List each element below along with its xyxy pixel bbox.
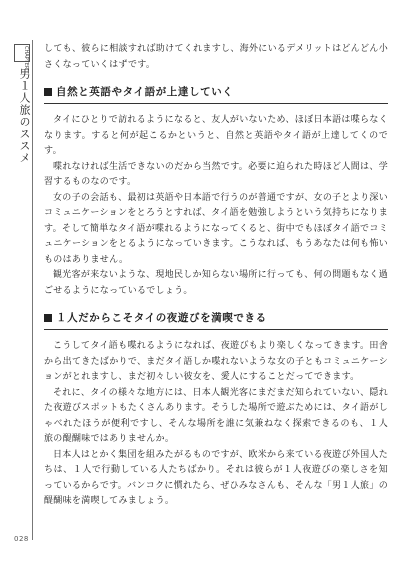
section-heading-language: [44, 82, 388, 104]
sidebar-divider: [32, 40, 33, 540]
body-paragraph: 女の子の会話も、最初は英語や日本語で行うのが普通ですが、女の子とより深いコミュニケーションをとろうとすれば、タイ語を勉強しようという気持ちになります。そして簡単なタイ語が喋れるようになってくると、街中でもほぼタイ語でコミュニケーションをとるようになっていきます。こうなれば、もうあなたは何も怖いものはありません。: [44, 192, 388, 265]
heading-square-icon: [44, 88, 52, 96]
body-paragraph: それに、タイの様々な地方には、日本人観光客にまだまだ知られていない、隠れた夜遊びスポットもたくさんあります。そうした場所で遊ぶためには、タイ語がしゃべれたほうが便利ですし、そんな場所を誰に気兼ねなく探索できるのも、１人旅の醍醐味ではありませんか。: [44, 387, 388, 444]
section-heading-nightlife: [44, 308, 388, 330]
section-heading-text: 自然と英語やタイ語が上達していく: [56, 86, 234, 98]
page-number: 028: [14, 535, 29, 543]
section-heading-text: １人だからこそタイの夜遊びを満喫できる: [56, 312, 267, 324]
sidebar-chapter-title: 男１人旅のススメ: [18, 68, 31, 164]
body-paragraph: 日本人はとかく集団を組みたがるものですが、欧米から来ている夜遊び外国人たちは、１人で行動している人たちばかり。それは彼らが１人夜遊びの楽しさを知っているからです。バンコクに慣れたら、ぜひみなさんも、そんな「男１人旅」の醍醐味を満喫してみましょう。: [44, 449, 388, 506]
body-paragraph: こうしてタイ語も喋れるようになれば、夜遊びもより楽しくなってきます。田舎から出てきたばかりで、まだタイ語しか喋れないような女の子ともコミュニケーションがとれますし、まだ初々しい彼女を、愛人にすることだってできます。: [44, 341, 388, 382]
body-paragraph: 喋れなければ生活できないのだから当然です。必要に迫られた時ほど人間は、学習するものなのです。: [44, 161, 388, 187]
chapter-sidebar: [0, 0, 33, 567]
body-paragraph: タイにひとりで訪れるようになると、友人がいないため、ほぼ日本語は喋らなくなります。すると何が起こるかというと、自然と英語やタイ語が上達してくのです。: [44, 115, 388, 156]
chapter-label: CHAPTER: [14, 44, 30, 62]
heading-square-icon: [44, 314, 52, 322]
body-paragraph: 観光客が来ないような、現地民しか知らない場所に行っても、何の問題もなく過ごせるようになっているでしょう。: [44, 270, 388, 296]
intro-paragraph: しても、彼らに相談すれば助けてくれますし、海外にいるデメリットはどんどん小さくなっていくはずです。: [44, 44, 388, 70]
page-body: [44, 42, 388, 510]
